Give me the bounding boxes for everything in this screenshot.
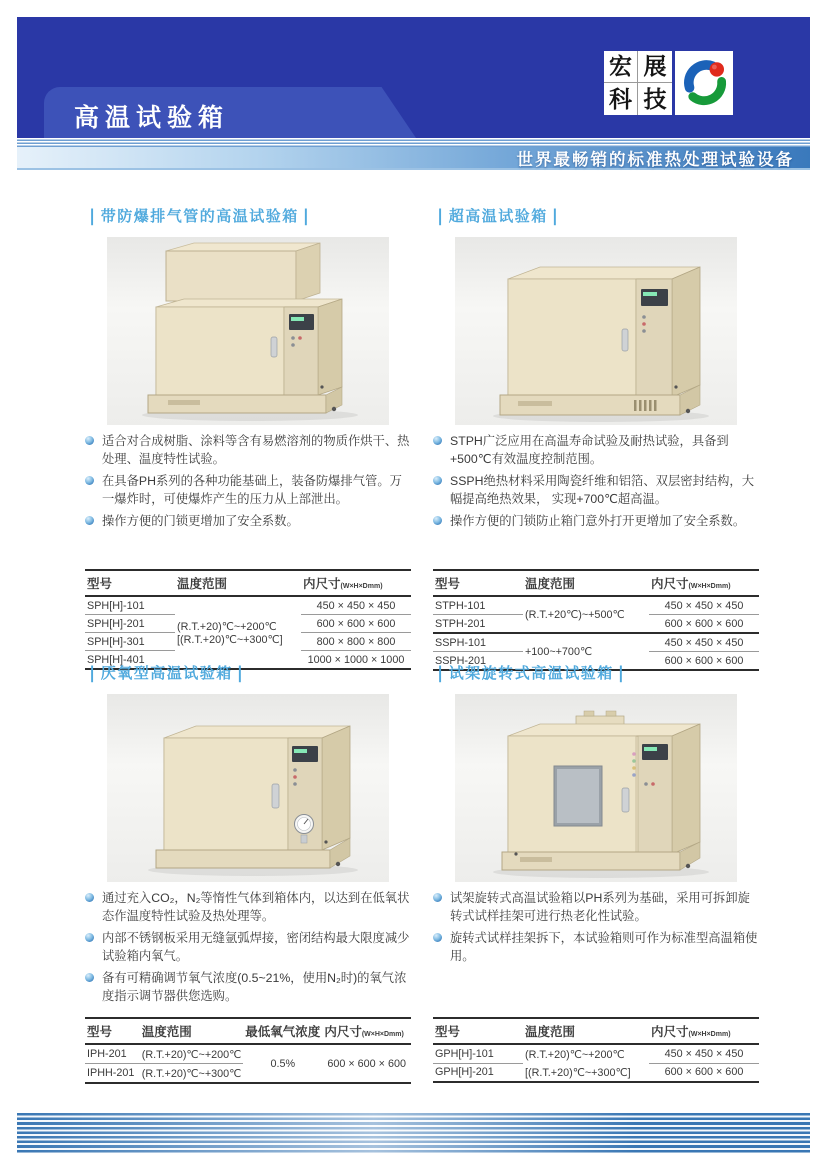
bullet-text: 旋转式试样挂架拆下，本试验箱则可作为标准型高温箱使用。 <box>450 930 758 964</box>
logo-char: 展 <box>638 51 672 83</box>
bullet-sphere-icon <box>433 476 442 485</box>
section-explosion-proof-chamber <box>85 205 411 670</box>
list-item <box>85 432 411 469</box>
bullet-sphere-icon <box>433 516 442 525</box>
section-title: | 超高温试验箱 | <box>438 206 559 227</box>
bullet-text: 备有可精确调节氧气浓度(0.5~21%，使用N₂时)的氧气浓度指示调节器供您选购。 <box>102 970 407 1004</box>
model-cell: STPH-101 <box>433 596 523 615</box>
spec-table-sph <box>85 569 411 670</box>
bullet-text: 操作方便的门锁防止箱门意外打开更增加了安全系数。 <box>450 513 746 528</box>
section-rotating-rack-chamber <box>433 662 759 1083</box>
product-photo-sph-chamber <box>107 237 389 425</box>
logo-char: 科 <box>604 83 638 115</box>
table-row <box>85 1044 411 1064</box>
bullet-text: 通过充入CO₂，N₂等惰性气体到箱体内，以达到在低氧状态作温度特性试验及热处理等。 <box>102 891 410 924</box>
tagline-bar <box>17 147 810 168</box>
size-cell: 450 × 450 × 450 <box>649 633 759 652</box>
column-header-size: 内尺寸(W×H×Dmm) <box>649 1018 759 1044</box>
bullet-sphere-icon <box>433 893 442 902</box>
size-cell: 800 × 800 × 800 <box>301 633 411 651</box>
bullet-sphere-icon <box>433 933 442 942</box>
table-row <box>433 1044 759 1063</box>
size-cell: 600 × 600 × 600 <box>664 1066 744 1079</box>
bullet-text: 试架旋转式高温试验箱以PH系列为基础，采用可拆卸旋转式试样挂架可进行热老化性试验。 <box>450 891 750 924</box>
logo-char: 宏 <box>604 51 638 83</box>
table-row <box>433 633 759 652</box>
bullet-text: 内部不锈钢板采用无缝氩弧焊接，密闭结构最大限度减少试验箱内氧气。 <box>102 930 410 964</box>
title-bar-decoration: | <box>438 663 444 684</box>
column-header-temp: 温度范围 <box>175 570 301 596</box>
logo-text-grid <box>604 51 672 115</box>
title-bar-decoration: | <box>90 206 96 227</box>
size-cell: 450 × 450 × 450 <box>649 1044 759 1063</box>
model-cell: SSPH-201 <box>435 654 487 667</box>
list-item <box>85 512 411 530</box>
bullet-text: SSPH绝热材料采用陶瓷纤维和铝箔、双层密封结构，大幅提高绝热效果， 实现+700℃超高温。 <box>450 473 755 507</box>
bullet-text: 操作方便的门锁更增加了安全系数。 <box>102 513 299 528</box>
logo-char: 技 <box>643 85 667 112</box>
model-cell: SSPH-101 <box>433 633 523 652</box>
section-title: | 试架旋转式高温试验箱 | <box>438 663 625 684</box>
model-cell: SPH[H]-401 <box>87 653 145 666</box>
feature-list <box>85 432 411 553</box>
list-item <box>85 889 411 926</box>
size-unit: (W×H×Dmm) <box>688 1031 731 1038</box>
footer-stripe-band <box>17 1113 810 1153</box>
size-unit: (W×H×Dmm) <box>340 583 383 590</box>
title-bar-decoration: | <box>552 206 559 227</box>
column-header-temp: 温度范围 <box>523 1018 649 1044</box>
model-cell: STPH-201 <box>435 617 486 630</box>
bullet-text: 在具备PH系列的各种功能基础上，装备防爆排气管。万一爆炸时，可使爆炸产生的压力从上部泄出。 <box>102 473 402 507</box>
bullet-sphere-icon <box>85 973 94 982</box>
title-bar-decoration: | <box>303 206 310 227</box>
model-cell: SPH[H]-101 <box>85 596 175 615</box>
page-title-tab <box>44 87 374 138</box>
section-ultra-high-temp-chamber <box>433 205 759 671</box>
model-cell: GPH[H]-201 <box>435 1066 494 1079</box>
spec-table-gph <box>433 1017 759 1083</box>
list-item <box>85 969 411 1006</box>
list-item <box>433 929 759 966</box>
model-cell: IPH-201 <box>85 1044 140 1064</box>
bullet-sphere-icon <box>85 933 94 942</box>
size-unit: (W×H×Dmm) <box>361 1031 404 1038</box>
size-cell: 450 × 450 × 450 <box>649 596 759 615</box>
company-logo <box>604 51 733 115</box>
page-title: 高温试验箱 <box>74 104 230 132</box>
list-item <box>433 432 759 469</box>
column-header-model: 型号 <box>85 570 175 596</box>
header-banner <box>17 17 810 138</box>
column-header-oxygen: 最低氧气浓度 <box>243 1018 322 1044</box>
model-cell: GPH[H]-101 <box>433 1044 523 1063</box>
size-cell: 1000 × 1000 × 1000 <box>307 653 405 666</box>
size-cell: 600 × 600 × 600 <box>327 1057 406 1070</box>
column-header-temp: 温度范围 <box>523 570 649 596</box>
bullet-sphere-icon <box>85 516 94 525</box>
temp-range-cell: [(R.T.+20)℃~+300℃] <box>525 1066 631 1079</box>
temp-range-cell: (R.T.+20)℃~+200℃ <box>140 1044 244 1064</box>
list-item <box>85 472 411 509</box>
bullet-sphere-icon <box>85 476 94 485</box>
temp-range-cell: (R.T.+20℃)~+500℃ <box>525 609 625 621</box>
product-photo-stph-chamber <box>455 237 737 425</box>
list-item <box>433 512 759 530</box>
list-item <box>433 472 759 509</box>
column-header-model: 型号 <box>433 1018 523 1044</box>
spec-table-stph-ssph <box>433 569 759 671</box>
list-item <box>85 929 411 966</box>
column-header-temp: 温度范围 <box>140 1018 244 1044</box>
bullet-sphere-icon <box>85 436 94 445</box>
column-header-model: 型号 <box>433 570 523 596</box>
column-header-size: 内尺寸(W×H×Dmm) <box>649 570 759 596</box>
model-cell: IPHH-201 <box>87 1067 135 1079</box>
tagline-text: 世界最畅销的标准热处理试验设备 <box>516 150 794 169</box>
bullet-sphere-icon <box>433 436 442 445</box>
model-cell: SPH[H]-301 <box>85 633 175 651</box>
logo-mark-icon <box>675 51 733 115</box>
section-title: | 带防爆排气管的高温试验箱 | <box>90 206 310 227</box>
column-header-model: 型号 <box>85 1018 140 1044</box>
title-bar-decoration: | <box>618 663 625 684</box>
temp-range-cell: +100~+700℃ <box>523 633 649 670</box>
size-unit: (W×H×Dmm) <box>688 583 731 590</box>
product-photo-gph-chamber <box>455 694 737 882</box>
title-bar-decoration: | <box>438 206 444 227</box>
size-cell: 450 × 450 × 450 <box>301 596 411 615</box>
bullet-text: 适合对合成树脂、涂料等含有易燃溶剂的物质作烘干、热处理、温度特性试验。 <box>102 434 410 467</box>
section-anaerobic-chamber <box>85 662 411 1084</box>
feature-list <box>85 889 411 1004</box>
title-bar-decoration: | <box>90 663 96 684</box>
temp-range-cell: (R.T.+20)℃~+300℃ <box>141 1067 242 1080</box>
list-item <box>433 889 759 926</box>
column-header-size: 内尺寸(W×H×Dmm) <box>301 570 411 596</box>
size-cell: 600 × 600 × 600 <box>664 617 744 630</box>
table-row <box>433 1063 759 1082</box>
table-row <box>433 596 759 615</box>
spec-table-iph <box>85 1017 411 1084</box>
title-bar-decoration: | <box>237 663 244 684</box>
feature-list <box>433 432 759 553</box>
min-oxygen-cell: 0.5% <box>270 1057 296 1070</box>
bullet-text: STPH广泛应用在高温寿命试验及耐热试验，具备到+500℃有效温度控制范围。 <box>450 434 729 467</box>
temp-range-cell: (R.T.+20)℃~+200℃ <box>525 1048 625 1061</box>
bullet-sphere-icon <box>85 893 94 902</box>
size-cell: 600 × 600 × 600 <box>301 615 411 633</box>
size-cell: 600 × 600 × 600 <box>664 654 744 667</box>
temp-range-cell: (R.T.+20)℃~+200℃ [(R.T.+20)℃~+300℃] <box>177 620 283 646</box>
product-photo-iph-chamber <box>107 694 389 882</box>
section-title: | 厌氧型高温试验箱 | <box>90 663 244 684</box>
table-row <box>85 596 411 615</box>
column-header-size: 内尺寸(W×H×Dmm) <box>322 1018 411 1044</box>
feature-list <box>433 889 759 1001</box>
model-cell: SPH[H]-201 <box>85 615 175 633</box>
